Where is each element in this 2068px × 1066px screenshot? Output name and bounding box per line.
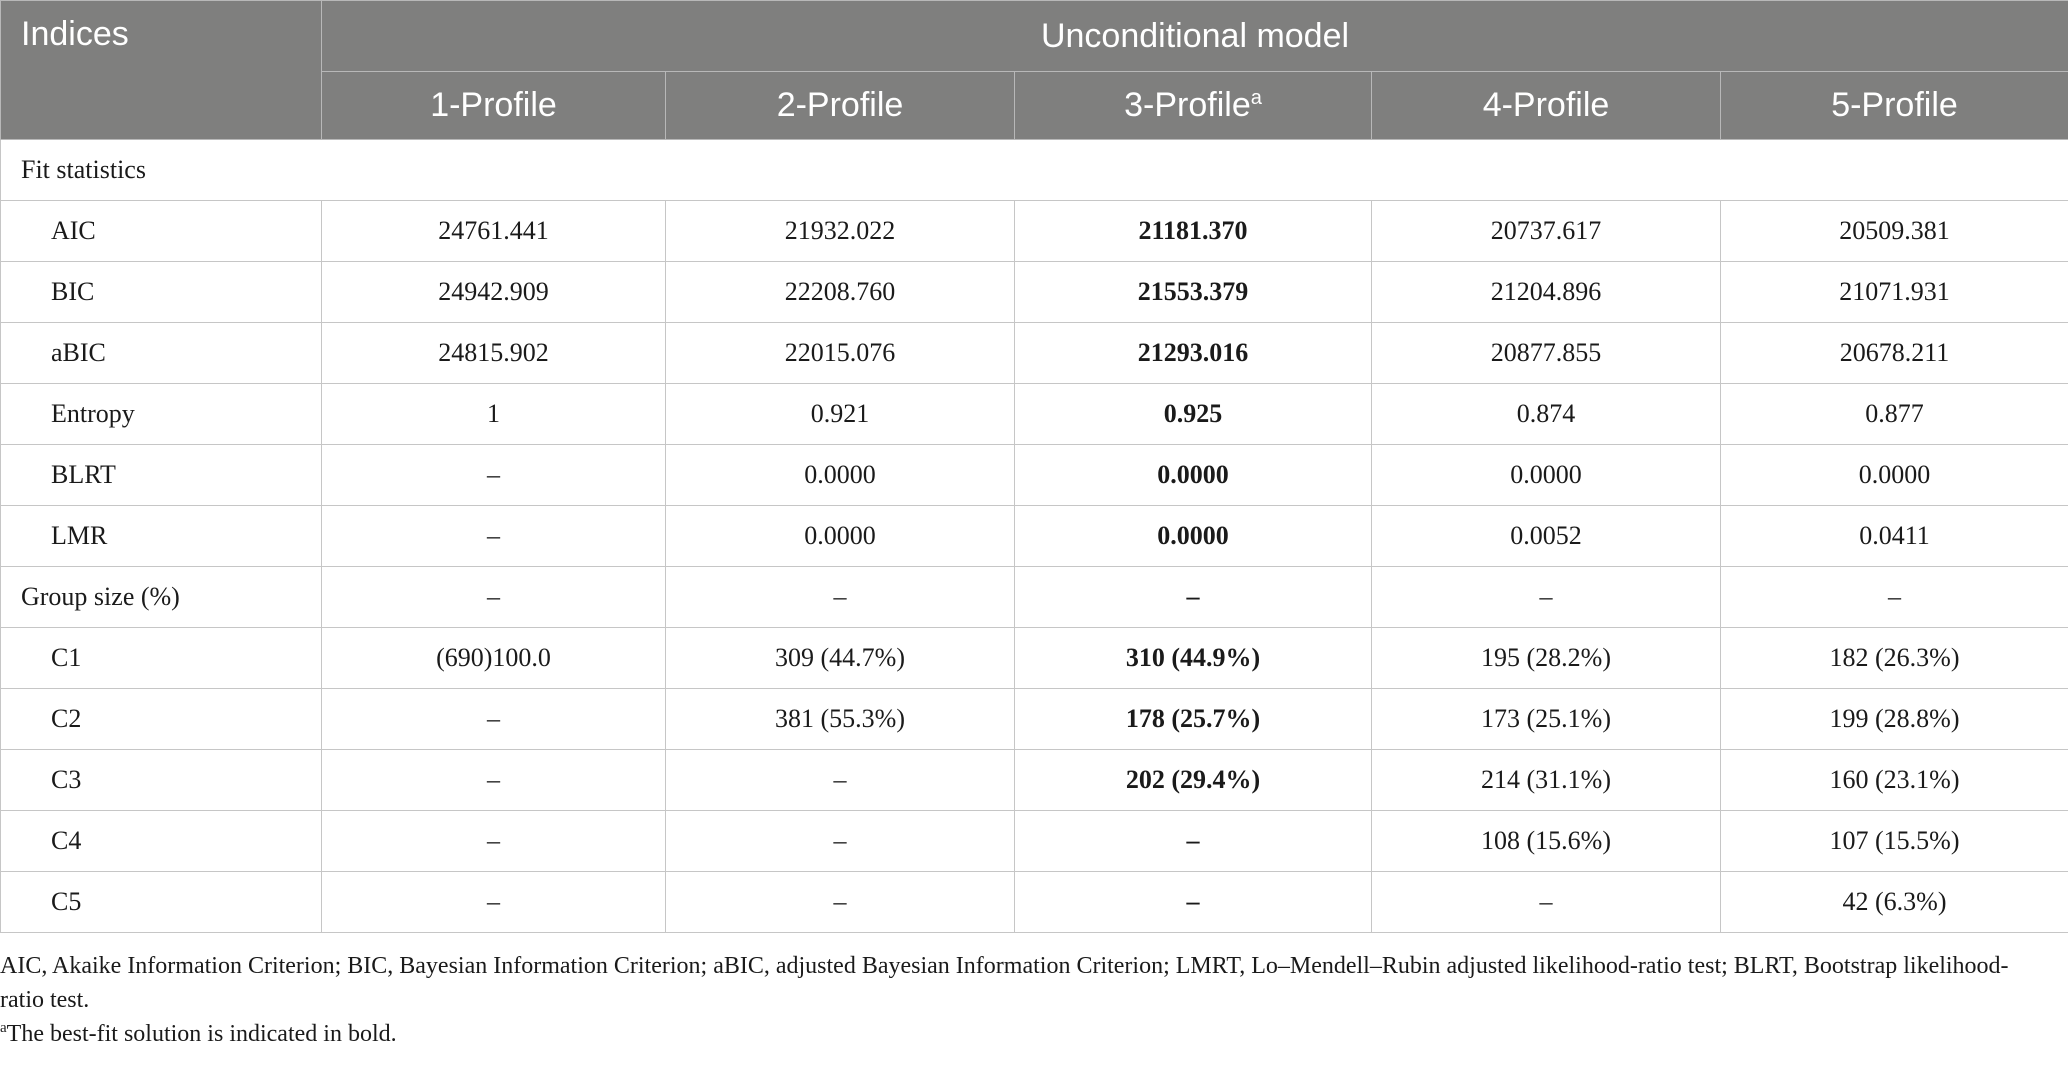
row-label: C5: [1, 872, 322, 933]
table-cell: 173 (25.1%): [1372, 689, 1721, 750]
table-cell: 0.925: [1015, 384, 1372, 445]
table-body: [1, 140, 2068, 933]
table-cell: 108 (15.6%): [1372, 811, 1721, 872]
table-cell: –: [1721, 567, 2068, 628]
table-header: [1, 1, 2068, 140]
table-cell: 160 (23.1%): [1721, 750, 2068, 811]
table-cell: 24815.902: [322, 323, 666, 384]
table-row: [1, 628, 2068, 689]
profile-column-label: 1-Profile: [430, 86, 557, 124]
profile-column-header: [1721, 72, 2068, 140]
table-cell: 21071.931: [1721, 262, 2068, 323]
abbreviations-note: AIC, Akaike Information Criterion; BIC, Bayesian Information Criterion; aBIC, adjusted Bayesian Information Criterion; LMRT, Lo–Mendell–Rubin adjusted likelihood-ratio test; BLRT, Bootstrap likelihood-ratio test.: [0, 953, 2009, 1013]
table-cell: 309 (44.7%): [666, 628, 1015, 689]
table-cell: –: [322, 811, 666, 872]
table-cell: 24761.441: [322, 201, 666, 262]
profile-column-label: 4-Profile: [1482, 86, 1610, 124]
table-cell: 22208.760: [666, 262, 1015, 323]
row-label: AIC: [1, 201, 322, 262]
table-cell: 0.0000: [1015, 506, 1372, 567]
table-cell: 21553.379: [1015, 262, 1372, 323]
row-label: Group size (%): [1, 567, 322, 628]
table-cell: –: [666, 811, 1015, 872]
indices-header: Indices: [1, 1, 322, 140]
table-cell: 178 (25.7%): [1015, 689, 1372, 750]
table-cell: –: [322, 872, 666, 933]
table-cell: 381 (55.3%): [666, 689, 1015, 750]
table-cell: 0.877: [1721, 384, 2068, 445]
table-cell: 202 (29.4%): [1015, 750, 1372, 811]
table-cell: 0.0000: [666, 506, 1015, 567]
table-row: [1, 872, 2068, 933]
table-cell: 21181.370: [1015, 201, 1372, 262]
table-cell: 20877.855: [1372, 323, 1721, 384]
table-cell: (690)100.0: [322, 628, 666, 689]
table-cell: –: [1015, 872, 1372, 933]
profile-column-label: 3-Profile: [1124, 86, 1251, 124]
table-cell: 107 (15.5%): [1721, 811, 2068, 872]
table-cell: –: [1015, 567, 1372, 628]
table-cell: 0.0000: [1015, 445, 1372, 506]
table-cell: 0.921: [666, 384, 1015, 445]
table-cell: –: [1372, 872, 1721, 933]
table-cell: –: [666, 750, 1015, 811]
table-row: [1, 323, 2068, 384]
row-label: Fit statistics: [1, 140, 2068, 201]
table-cell: 0.0000: [1721, 445, 2068, 506]
table-cell: 199 (28.8%): [1721, 689, 2068, 750]
footnote-marker: a: [0, 1020, 7, 1036]
table-row: [1, 445, 2068, 506]
table-cell: 310 (44.9%): [1015, 628, 1372, 689]
section-row: [1, 140, 2068, 201]
profile-column-label: 5-Profile: [1831, 86, 1958, 124]
table-cell: 0.874: [1372, 384, 1721, 445]
row-label: C4: [1, 811, 322, 872]
table-cell: –: [322, 567, 666, 628]
table-row: [1, 262, 2068, 323]
row-label: Entropy: [1, 384, 322, 445]
row-label: C1: [1, 628, 322, 689]
table-cell: –: [322, 689, 666, 750]
table-row: [1, 750, 2068, 811]
profile-column-header: [666, 72, 1015, 140]
footnote: [0, 1017, 2040, 1051]
table-cell: 20678.211: [1721, 323, 2068, 384]
table-cell: 20737.617: [1372, 201, 1721, 262]
table-cell: 22015.076: [666, 323, 1015, 384]
table-cell: 0.0052: [1372, 506, 1721, 567]
table-cell: 21293.016: [1015, 323, 1372, 384]
table-cell: 214 (31.1%): [1372, 750, 1721, 811]
profile-column-header: [322, 72, 666, 140]
footnote-marker: a: [1250, 87, 1262, 109]
row-label: BIC: [1, 262, 322, 323]
row-label: BLRT: [1, 445, 322, 506]
profile-column-label: 2-Profile: [776, 86, 904, 124]
unconditional-model-header: Unconditional model: [322, 1, 2068, 72]
table-cell: 0.0000: [1372, 445, 1721, 506]
table-cell: –: [666, 872, 1015, 933]
table-cell: 195 (28.2%): [1372, 628, 1721, 689]
table-cell: 21932.022: [666, 201, 1015, 262]
table-cell: –: [322, 506, 666, 567]
table-row: [1, 689, 2068, 750]
profile-column-header: [1372, 72, 1721, 140]
footnote-text: The best-fit solution is indicated in bold.: [6, 1021, 397, 1047]
table-cell: –: [322, 445, 666, 506]
table-cell: 0.0000: [666, 445, 1015, 506]
row-label: LMR: [1, 506, 322, 567]
table-row: [1, 811, 2068, 872]
table-cell: 1: [322, 384, 666, 445]
table-notes: [0, 949, 2040, 1051]
table-cell: –: [1372, 567, 1721, 628]
table-cell: 182 (26.3%): [1721, 628, 2068, 689]
row-label: C2: [1, 689, 322, 750]
table-cell: 0.0411: [1721, 506, 2068, 567]
table-cell: –: [666, 567, 1015, 628]
table-cell: –: [1015, 811, 1372, 872]
table-cell: 21204.896: [1372, 262, 1721, 323]
table-cell: –: [322, 750, 666, 811]
table-cell: 42 (6.3%): [1721, 872, 2068, 933]
row-label: C3: [1, 750, 322, 811]
table-row: [1, 567, 2068, 628]
table-row: [1, 384, 2068, 445]
table-cell: 24942.909: [322, 262, 666, 323]
table-row: [1, 201, 2068, 262]
table-row: [1, 506, 2068, 567]
row-label: aBIC: [1, 323, 322, 384]
profile-column-header: [1015, 72, 1372, 140]
table-cell: 20509.381: [1721, 201, 2068, 262]
